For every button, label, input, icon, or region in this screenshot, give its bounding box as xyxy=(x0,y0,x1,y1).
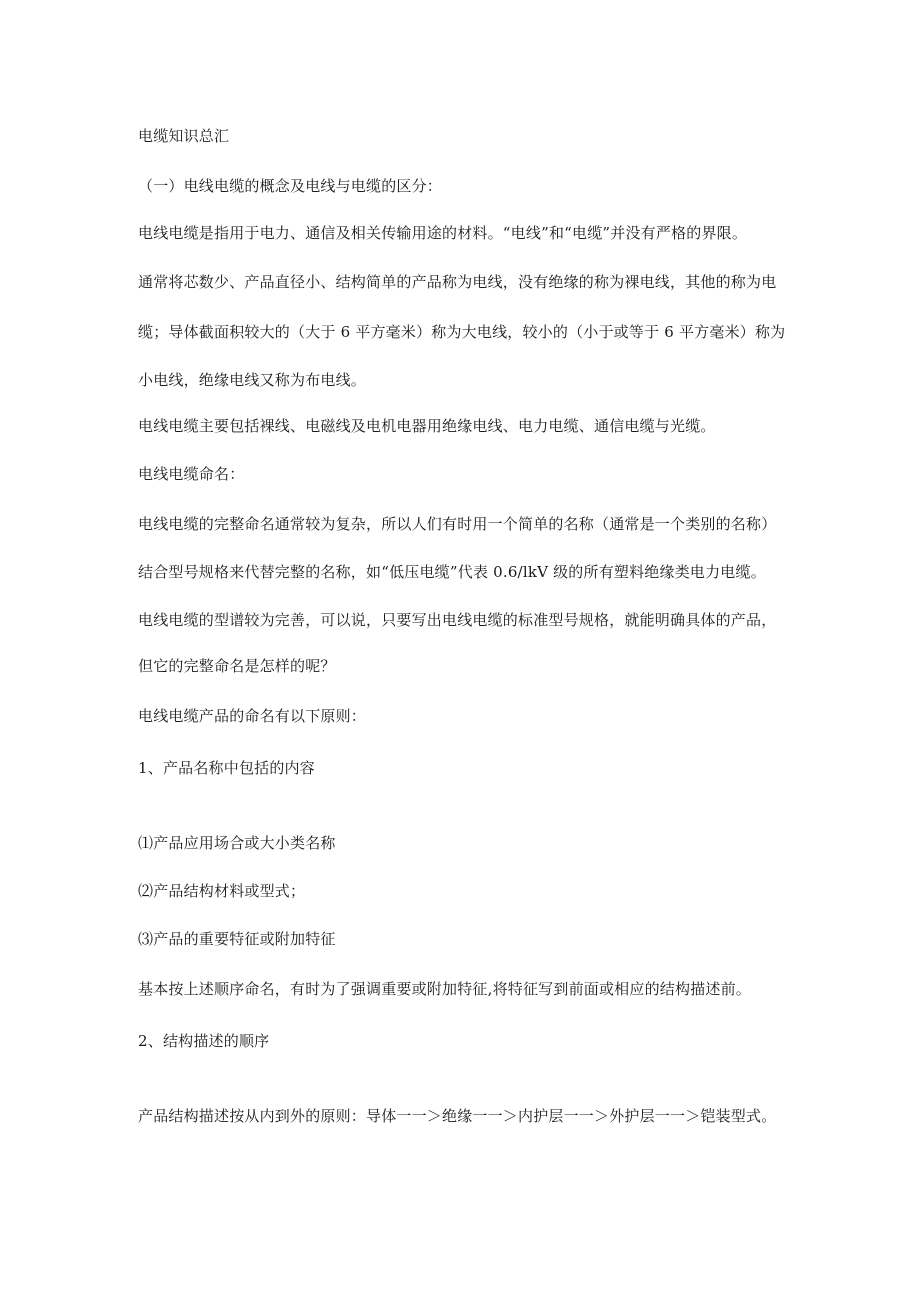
list-heading: 2、结构描述的顺序 xyxy=(138,1032,270,1050)
document-title: 电缆知识总汇 xyxy=(138,127,230,145)
list-item: ⑵产品结构材料或型式； xyxy=(138,882,306,900)
paragraph-line: 电线电缆的完整命名通常较为复杂，所以人们有时用一个简单的名称（通常是一个类别的名称） xyxy=(138,515,777,533)
paragraph-line: 产品结构描述按从内到外的原则：导体一一＞绝缘一一＞内护层一一＞外护层一一＞铠装型式。 xyxy=(138,1107,777,1125)
paragraph-line: 缆；导体截面积较大的（大于 6 平方毫米）称为大电线，较小的（小于或等于 6 平方毫米）称为 xyxy=(138,323,786,341)
paragraph-line: 电线电缆命名： xyxy=(138,465,245,483)
section-heading: （一）电线电缆的概念及电线与电缆的区分： xyxy=(138,177,443,195)
paragraph-line: 小电线，绝缘电线又称为布电线。 xyxy=(138,371,367,389)
paragraph-line: 通常将芯数少、产品直径小、结构简单的产品称为电线，没有绝缘的称为裸电线，其他的称为电 xyxy=(138,273,777,291)
paragraph-line: 电线电缆产品的命名有以下原则： xyxy=(138,707,367,725)
paragraph-line: 电线电缆主要包括裸线、电磁线及电机电器用绝缘电线、电力电缆、通信电缆与光缆。 xyxy=(138,417,716,435)
paragraph-line: 基本按上述顺序命名，有时为了强调重要或附加特征,将特征写到前面或相应的结构描述前。 xyxy=(138,980,751,998)
paragraph-line: 但它的完整命名是怎样的呢？ xyxy=(138,657,336,675)
paragraph-line: 电线电缆是指用于电力、通信及相关传输用途的材料。“电线”和“电缆”并没有严格的界限。 xyxy=(138,224,748,242)
list-heading: 1、产品名称中包括的内容 xyxy=(138,759,315,777)
paragraph-line: 电线电缆的型谱较为完善，可以说，只要写出电线电缆的标准型号规格，就能明确具体的产品， xyxy=(138,611,777,629)
list-item: ⑶产品的重要特征或附加特征 xyxy=(138,930,336,948)
list-item: ⑴产品应用场合或大小类名称 xyxy=(138,834,336,852)
paragraph-line: 结合型号规格来代替完整的名称，如“低压电缆”代表 0.6/lkV 级的所有塑料绝缘类电力电缆。 xyxy=(138,563,766,581)
